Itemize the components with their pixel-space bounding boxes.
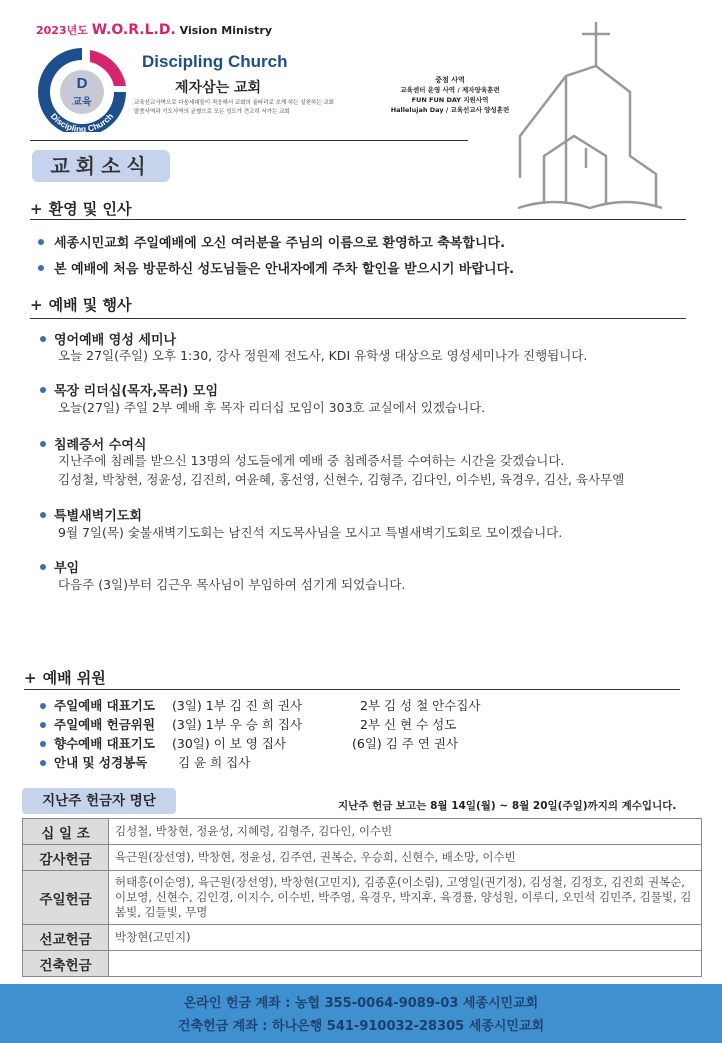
donor-names: 육근원(장선영), 박창현, 정윤성, 김주연, 권복순, 우승희, 신현수, 배소망, 이수빈 xyxy=(109,845,702,871)
event-text: 오늘(27일) 주일 2부 예배 후 목자 리더십 모임이 303호 교실에서 있겠습니다. xyxy=(58,400,486,415)
event-text: 오늘 27일(주일) 오후 1:30, 강사 정원제 전도사, KDI 유학생 대상으로 영성세미나가 진행됩니다. xyxy=(58,348,588,363)
church-news-title: 교회소식 xyxy=(32,150,170,182)
table-row xyxy=(23,951,702,977)
donors-note: 지난주 헌금 보고는 8월 14일(월) ~ 8월 20일(주일)까지의 계수입니다. xyxy=(338,800,677,812)
donor-names xyxy=(109,951,702,977)
welcome-line: 세종시민교회 주일예배에 오신 여러분을 주님의 이름으로 환영하고 축복합니다. xyxy=(54,236,506,251)
donor-names: 박창현(고민지) xyxy=(109,925,702,951)
building-account: 건축헌금 계좌 : 하나은행 541-910032-28305 세종시민교회 xyxy=(177,1019,545,1034)
donor-category: 건축헌금 xyxy=(23,951,109,977)
donor-category: 십 일 조 xyxy=(23,819,109,845)
online-account: 온라인 헌금 계좌 : 농협 355-0064-9089-03 세종시민교회 xyxy=(183,996,539,1011)
focus-item: 교육센터 운영 사역 / 제자양육훈련 xyxy=(400,86,500,94)
staff-role: 안내 및 성경봉독 xyxy=(54,755,148,770)
event-title: 영어예배 영성 세미나 xyxy=(54,333,177,348)
staff-role: 향수예배 대표기도 xyxy=(54,736,155,751)
staff-assignment: (6일) 김 주 연 권사 xyxy=(352,736,459,751)
event-text: 9월 7일(목) 숯불새벽기도회는 남진석 지도목사님을 모시고 특별새벽기도회로 모이겠습니다. xyxy=(58,525,563,540)
donor-names: 허태흥(이순영), 육근원(장선영), 박창현(고민지), 김종훈(이소림), 고영일(권기정), 김성철, 김정호, 김진희 권복순, 이보영, 신현수, 김인경, 이지수, 이수빈, 박주영, 육경우, 박지후, 육경률, 양성원, 이루디, 오민석 김민주, 김물빛, 김봄빛, 김들빛, 무명 xyxy=(109,871,702,925)
bullet-icon xyxy=(40,703,46,709)
church-logo xyxy=(30,42,134,132)
table-row xyxy=(23,871,702,925)
bullet-icon xyxy=(38,239,44,245)
year-banner xyxy=(36,22,272,38)
desc-line: 교육선교사역으로 다음세대들이 적응해서 교회의 울타리로 오게 하는 실천하는 교회 xyxy=(134,100,334,106)
world-text: W.O.R.L.D. xyxy=(91,22,176,38)
staff-assignment: (3일) 1부 김 진 희 권사 xyxy=(172,698,303,713)
table-row xyxy=(23,925,702,951)
staff-assignment: 김 윤 희 집사 xyxy=(178,755,251,770)
donor-category: 선교헌금 xyxy=(23,925,109,951)
church-title: Discipling Church xyxy=(142,52,288,71)
focus-item: FUN FUN DAY 지원사역 xyxy=(411,96,489,104)
table-row xyxy=(23,819,702,845)
donor-names: 김성철, 박창현, 정윤성, 지혜령, 김형주, 김다인, 이수빈 xyxy=(109,819,702,845)
bullet-icon xyxy=(40,441,46,447)
logo-letter: D xyxy=(76,75,88,92)
event-title: 특별새벽기도회 xyxy=(54,509,142,524)
bullet-icon xyxy=(40,722,46,728)
staff-assignment: 2부 김 성 철 안수집사 xyxy=(360,698,481,713)
bullet-icon xyxy=(40,741,46,747)
event-text: 다음주 (3일)부터 김근우 목사님이 부임하여 섬기게 되었습니다. xyxy=(58,577,406,592)
welcome-rule xyxy=(30,219,686,220)
staff-role: 주일예배 헌금위원 xyxy=(54,717,155,732)
staff-assignment: (30일) 이 보 영 집사 xyxy=(172,736,287,751)
church-building-icon xyxy=(514,18,664,218)
event-title: 목장 리더십(목자,목러) 모임 xyxy=(54,384,219,399)
bullet-icon xyxy=(38,265,44,271)
year-text: 2023년도 xyxy=(36,24,88,37)
events-rule xyxy=(30,318,686,319)
donor-category: 주일헌금 xyxy=(23,871,109,925)
events-heading: + 예배 및 행사 xyxy=(30,296,132,314)
logo-ring-text: Discipling Church xyxy=(48,111,116,132)
event-text: 김성철, 박창현, 정윤성, 김진희, 여윤혜, 홍선영, 신현수, 김형주, 김다인, 이수빈, 육경우, 김산, 육사무엘 xyxy=(58,472,625,487)
focus-title: 중점 사역 xyxy=(435,76,465,84)
welcome-line: 본 예배에 처음 방문하신 성도님들은 안내자에게 주차 할인을 받으시기 바랍니다. xyxy=(54,262,515,277)
staff-heading: + 예배 위원 xyxy=(24,669,106,687)
bullet-icon xyxy=(40,512,46,518)
church-subtitle: 제자삼는 교회 xyxy=(175,80,262,96)
bullet-icon xyxy=(40,760,46,766)
desc-line: 말씀사역과 기도사역의 균형으로 모든 성도가 견고히 서가는 교회 xyxy=(134,109,290,115)
table-row xyxy=(23,845,702,871)
focus-ministries xyxy=(380,75,520,115)
event-text: 지난주에 침례를 받으신 13명의 성도들에게 예배 중 침례증서를 수여하는 시간을 갖겠습니다. xyxy=(58,453,565,468)
event-title: 침례증서 수여식 xyxy=(54,438,147,453)
welcome-heading: + 환영 및 인사 xyxy=(30,200,132,218)
bullet-icon xyxy=(40,387,46,393)
staff-assignment: (3일) 1부 우 승 희 집사 xyxy=(172,717,303,732)
ministry-text: Vision Ministry xyxy=(179,24,272,37)
donors-title: 지난주 헌금자 명단 xyxy=(22,788,176,814)
bullet-icon xyxy=(40,564,46,570)
donor-category: 감사헌금 xyxy=(23,845,109,871)
staff-assignment: 2부 신 현 수 성도 xyxy=(360,717,457,732)
header-divider xyxy=(30,140,468,141)
staff-rule xyxy=(24,689,680,690)
bullet-icon xyxy=(40,336,46,342)
staff-role: 주일예배 대표기도 xyxy=(54,698,155,713)
donors-table xyxy=(22,818,702,977)
focus-item: Hallelujah Day / 교육선교사 양성훈련 xyxy=(390,106,510,114)
event-title: 부임 xyxy=(54,561,80,576)
logo-word: 교육 xyxy=(72,97,92,108)
church-description xyxy=(134,99,374,117)
